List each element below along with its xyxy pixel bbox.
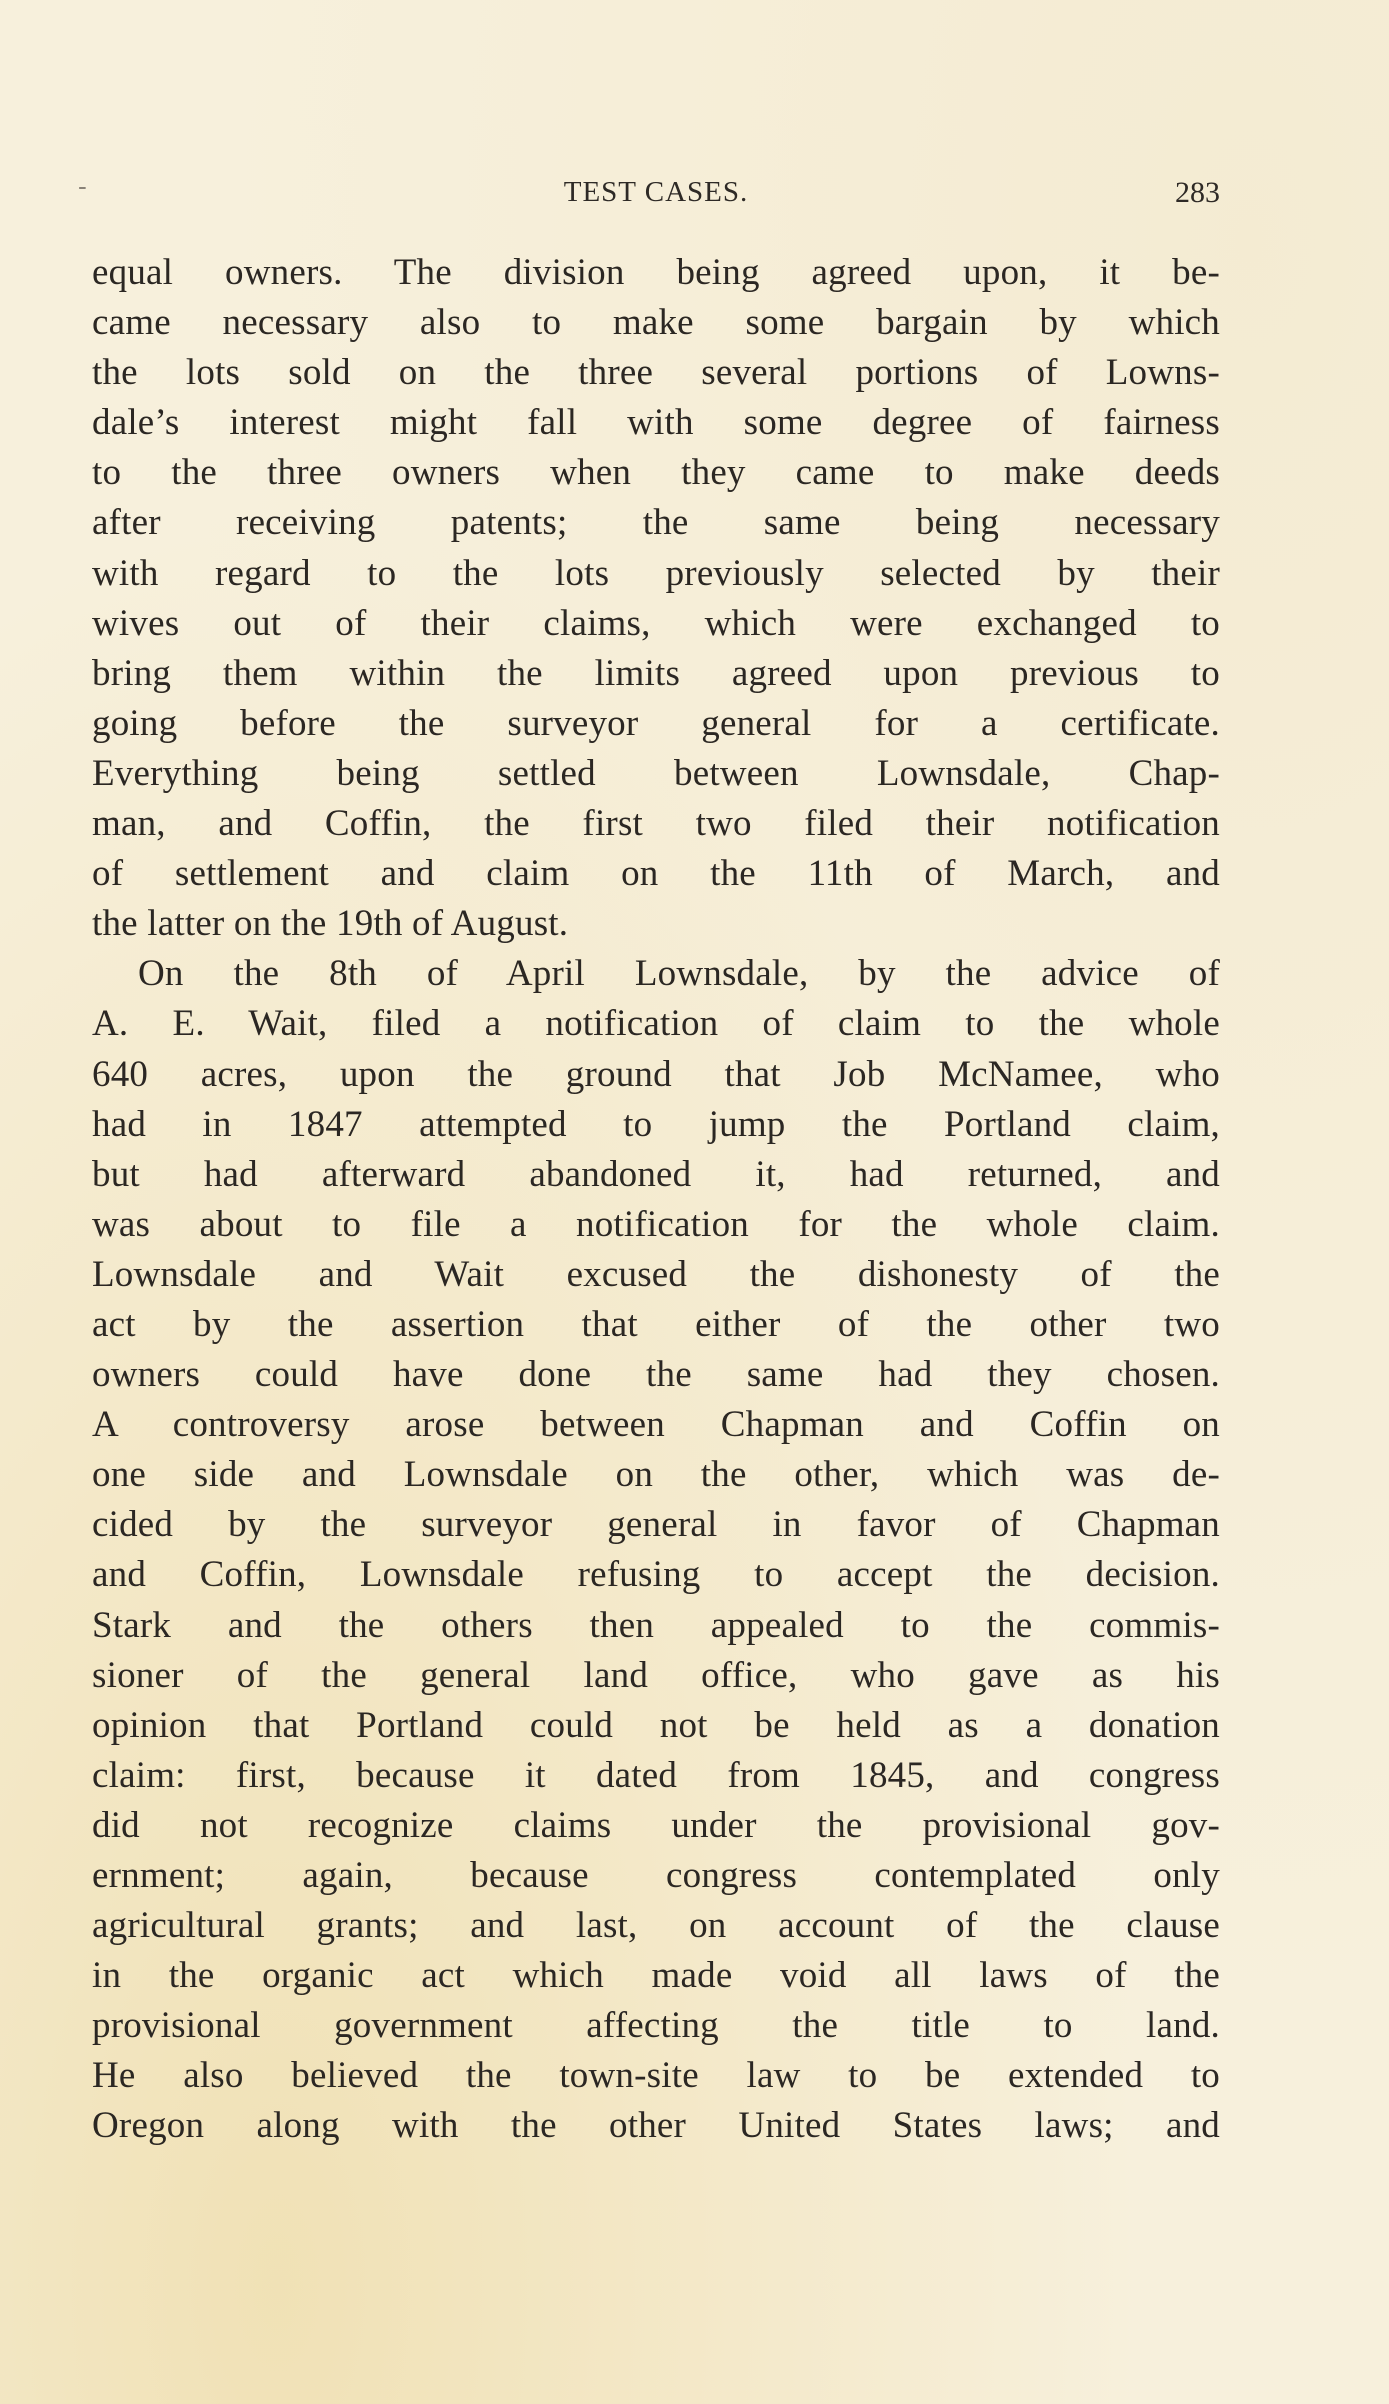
text-line: Lownsdale and Wait excused the dishonesty of the xyxy=(92,1253,1220,1295)
text-line: equal owners. The division being agreed upon, it be- xyxy=(92,252,1220,293)
text-line: with regard to the lots previously selected by their xyxy=(92,552,1220,594)
text-line: came necessary also to make some bargain by which xyxy=(92,302,1220,344)
text-line: of settlement and claim on the 11th of March, and xyxy=(92,853,1220,895)
text-line: after receiving patents; the same being necessary xyxy=(92,502,1220,544)
text-line: A controversy arose between Chapman and Coffin on xyxy=(92,1404,1220,1446)
text-line: provisional government affecting the title to land. xyxy=(92,2005,1220,2047)
text-line: man, and Coffin, the first two filed their notification xyxy=(92,803,1220,845)
text-line: dale’s interest might fall with some degree of fairness xyxy=(92,402,1220,444)
text-line: the lots sold on the three several portions of Lowns- xyxy=(92,352,1220,394)
paragraph-start-line: On the 8th of April Lownsdale, by the advice of xyxy=(138,953,1220,995)
text-line: Stark and the others then appealed to the commis- xyxy=(92,1604,1220,1646)
text-line: owners could have done the same had they chosen. xyxy=(92,1354,1220,1396)
text-line: one side and Lownsdale on the other, which was de- xyxy=(92,1454,1220,1496)
text-line: to the three owners when they came to make deeds xyxy=(92,452,1220,494)
text-line: ernment; again, because congress contemplated only xyxy=(92,1855,1220,1896)
text-line: 640 acres, upon the ground that Job McNamee, who xyxy=(92,1053,1220,1095)
text-line: but had afterward abandoned it, had returned, and xyxy=(92,1153,1220,1195)
text-line: Everything being settled between Lownsdale, Chap- xyxy=(92,752,1220,794)
text-line: going before the surveyor general for a certificate. xyxy=(92,702,1220,744)
text-line: wives out of their claims, which were exchanged to xyxy=(92,602,1220,644)
text-line: was about to file a notification for the whole claim. xyxy=(92,1203,1220,1245)
text-line: agricultural grants; and last, on account of the clause xyxy=(92,1905,1220,1947)
text-line: sioner of the general land office, who gave as his xyxy=(92,1654,1220,1696)
text-line: opinion that Portland could not be held as a donation xyxy=(92,1704,1220,1746)
paragraph-end-line: the latter on the 19th of August. xyxy=(92,903,569,945)
text-line: act by the assertion that either of the other two xyxy=(92,1303,1220,1345)
text-line: claim: first, because it dated from 1845, and congress xyxy=(92,1754,1220,1796)
running-head: TEST CASES. xyxy=(563,176,749,208)
text-line: had in 1847 attempted to jump the Portland claim, xyxy=(92,1103,1220,1145)
page-header xyxy=(92,176,1220,220)
text-line: and Coffin, Lownsdale refusing to accept the decision. xyxy=(92,1554,1220,1596)
text-line: did not recognize claims under the provisional gov- xyxy=(92,1804,1220,1846)
text-line: Oregon along with the other United States laws; and xyxy=(92,2105,1220,2147)
body-text xyxy=(92,248,1220,2152)
margin-mark: - xyxy=(78,172,87,202)
page-number: 283 xyxy=(1175,176,1220,209)
text-line: He also believed the town-site law to be extended to xyxy=(92,2055,1220,2097)
text-line: A. E. Wait, filed a notification of claim to the whole xyxy=(92,1003,1220,1045)
text-line: bring them within the limits agreed upon previous to xyxy=(92,652,1220,694)
text-line: cided by the surveyor general in favor of Chapman xyxy=(92,1504,1220,1546)
text-line: in the organic act which made void all laws of the xyxy=(92,1955,1220,1997)
